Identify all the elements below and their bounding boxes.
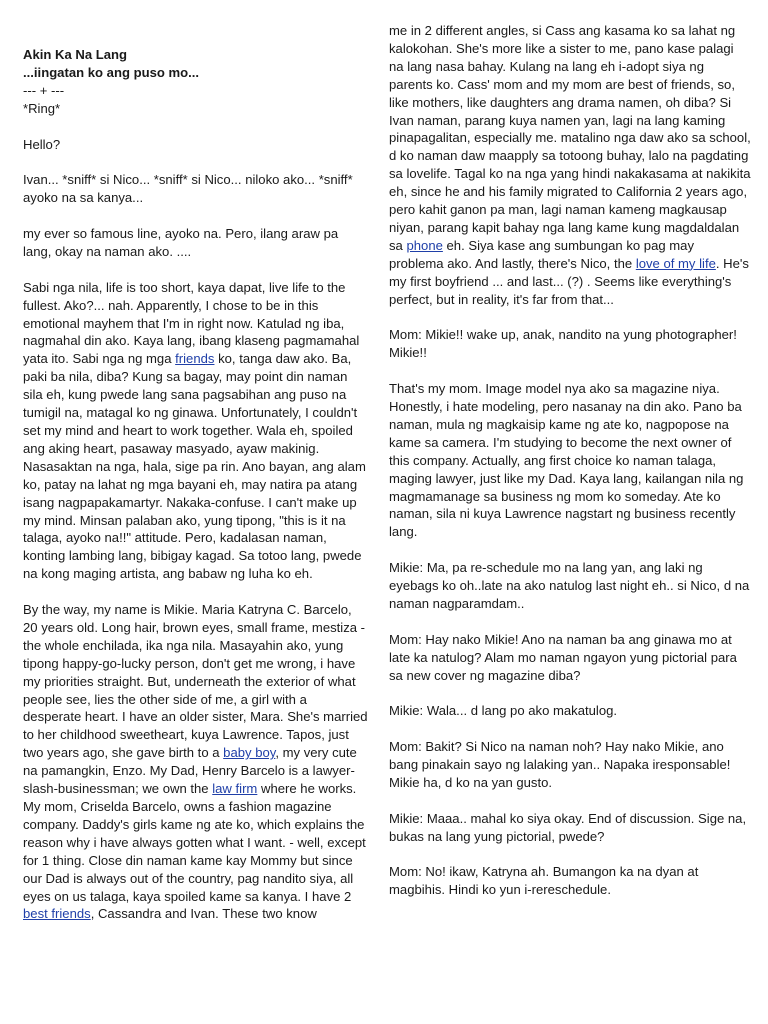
famous-line: my ever so famous line, ayoko na. Pero, ilang araw pa lang, okay na naman ako. .... — [23, 226, 339, 259]
hello-line: Hello? — [23, 136, 61, 152]
right-column — [389, 0, 751, 899]
best-friends-link[interactable]: best friends — [23, 906, 91, 922]
dialogue-mom-1: Mom: Mikie!! wake up, anak, nandito na yung photographer! Mikie!! — [389, 327, 737, 361]
dialogue-mikie-3: Mikie: Maaa.. mahal ko siya okay. End of discussion. Sige na, bukas na lang yung pictorial, pwede? — [389, 810, 747, 844]
paragraph-text: eh. Siya kase ang sumbungan ko pag may problema ako. And lastly, there's Nico, the — [389, 237, 695, 271]
paragraph-mom-business: That's my mom. Image model nya ako sa magazine niya. Honestly, i hate modeling, pero nasanay na din ako. Pano ba naman, mula ng magkaisip kame ng ate ko, nagpopose na kame sa camera. I'm studying to become the next owner of this company. Actually, ang first choice ko naman talaga, maging lawyer, just like my Dad. Kaya lang, kailangan nila ng magmamanage sa business ng mom ko someday. Ate ko naman, sila ni kuya Lawrence nagstart ng business recently lang. — [389, 381, 744, 540]
dialogue-mom-2: Mom: Hay nako Mikie! Ano na naman ba ang ginawa mo at late ka natulog? Alam mo naman ngayon yung pictorial para sa new cover ng magazine diba? — [389, 631, 737, 683]
story-header — [23, 0, 368, 118]
paragraph-text: By the way, my name is Mikie. Maria Katryna C. Barcelo, 20 years old. Long hair, brown eyes, small frame, mestiza - the whole enchilada, ika nga nila. Masayahin ako, yung tipong happy-go-lucky person, don't get me wrong, i have my priorities straight. But, underneath the exterior of what people see, lies the other side of me, a girl with a desperate heart. I have an older sister, Mara. She's married to her childhood sweetheart, kuya Lawrence. Tapos, just two years ago, she gave birth to a — [23, 602, 368, 761]
dialogue-mikie-2: Mikie: Wala... d lang po ako makatulog. — [389, 703, 618, 719]
ivan-line: Ivan... *sniff* si Nico... *sniff* si Nico... niloko ako... *sniff* ayoko na sa kanya... — [23, 172, 353, 206]
paragraph-text: where he works. My mom, Criselda Barcelo, owns a fashion magazine company. Daddy's girls kame ng ate ko, which explains the reason why i have always gotten what I want. - well, except for 1 thing. Close din naman kame kay Mommy but since our Dad is always out of the country, pag nandito siya, all eyes on us talaga, kaya spoiled kame sa kanya. I have 2 — [23, 781, 366, 904]
paragraph-text: . He's my first boyfriend ... and last... (?) . Seems like everything's perfect, but in reality, it's far from that... — [389, 255, 749, 307]
phone-link[interactable]: phone — [406, 237, 443, 253]
paragraph-text: Sabi nga nila, life is too short, kaya dapat, live life to the fullest. Ako?... nah. Apparently, I chose to be in this emotional mayhem that I'm in right now. Katulad ng iba, nagmahal din ako. Kaya lang, ibang klaseng pagmamahal yata ito. Sabi nga ng mga — [23, 279, 360, 367]
paragraph-text: ko, tanga daw ako. Ba, paki ba nila, diba? Kung sa bagay, may point din naman sila eh, kung pwede lang sana pagsabihan ang puso na tumigil na, matagal ko ng ginawa. Unfortunately, I couldn't set my mind and heart to work together. Wala eh, spoiled ang aking heart, pasaway masyado, ayaw makinig. Nasasaktan na nga, hala, sige pa rin. Ano bayan, ang alam ko, patay na lahat ng mga bayani eh, may natira pa atang isang nagpapakamartyr. Nakaka-confuse. I can't make up my mind. Minsan palaban ako, yung tipong, "this is it na talaga, ayoko na!!" attitude. Pero, kadalasan naman, konting lambing lang, bibigay kagad. Sa totoo lang, pwede na kong maging artista, ang babaw ng luha ko eh. — [23, 351, 366, 582]
paragraph-text: , my very cute na pamangkin, Enzo. My Dad, Henry Barcelo is a lawyer-slash-businessman; we own the — [23, 745, 357, 797]
story-title: Akin Ka Na Lang — [23, 47, 128, 62]
paragraph-about-me — [23, 601, 368, 923]
dialogue-mom-4: Mom: No! ikaw, Katryna ah. Bumangon ka na dyan at magbihis. Hindi ko yun i-rereschedule. — [389, 864, 699, 898]
friends-link[interactable]: friends — [175, 351, 215, 367]
ring-text: *Ring* — [23, 100, 61, 116]
dialogue-mom-3: Mom: Bakit? Si Nico na naman noh? Hay nako Mikie, ano bang pinakain sayo ng lalaking yan.. Napaka iresponsable! Mikie ha, d ko na yan gusto. — [389, 739, 731, 790]
law-firm-link[interactable]: law firm — [212, 781, 258, 797]
story-subtitle: ...iingatan ko ang puso mo... — [23, 64, 200, 80]
divider-text: --- + --- — [23, 82, 65, 98]
paragraph-text: me in 2 different angles, si Cass ang kasama ko sa lahat ng kalokohan. She's more like a sister to me, pano kase palagi na lang nasa bahay. Kulang na lang eh i-adopt siya ng parents ko. Cass' mom and my mom are best of friends, so, like mothers, like daughters ang drama namen, oh diba? Si Ivan naman, parang kuya namen yan, lagi na lang kaming pinapagalitan, especially me. matalino nga daw ako sa school, d ko naman daw maapply sa totoong buhay, lalo na pagdating sa lovelife. Tagal ko na nga yang hindi nakakasama at nakikita eh, since he and his family migrated to California 2 years ago, pero kahit ganon pa man, lagi naman kameng magkausap niyan, parang kapit bahay nga lang kame kung magdaldalan sa — [389, 23, 751, 253]
paragraph-intro — [23, 279, 368, 583]
left-column — [23, 0, 368, 923]
paragraph-friends — [389, 22, 751, 309]
dialogue-mikie-1: Mikie: Ma, pa re-schedule mo na lang yan, ang laki ng eyebags ko oh..late na ako natulog last night eh.. si Nico, d na naman nagparamdam.. — [389, 560, 750, 611]
love-of-my-life-link[interactable]: love of my life — [635, 255, 716, 271]
paragraph-text: , Cassandra and Ivan. These two know — [90, 906, 317, 922]
baby-boy-link[interactable]: baby boy — [223, 745, 276, 761]
